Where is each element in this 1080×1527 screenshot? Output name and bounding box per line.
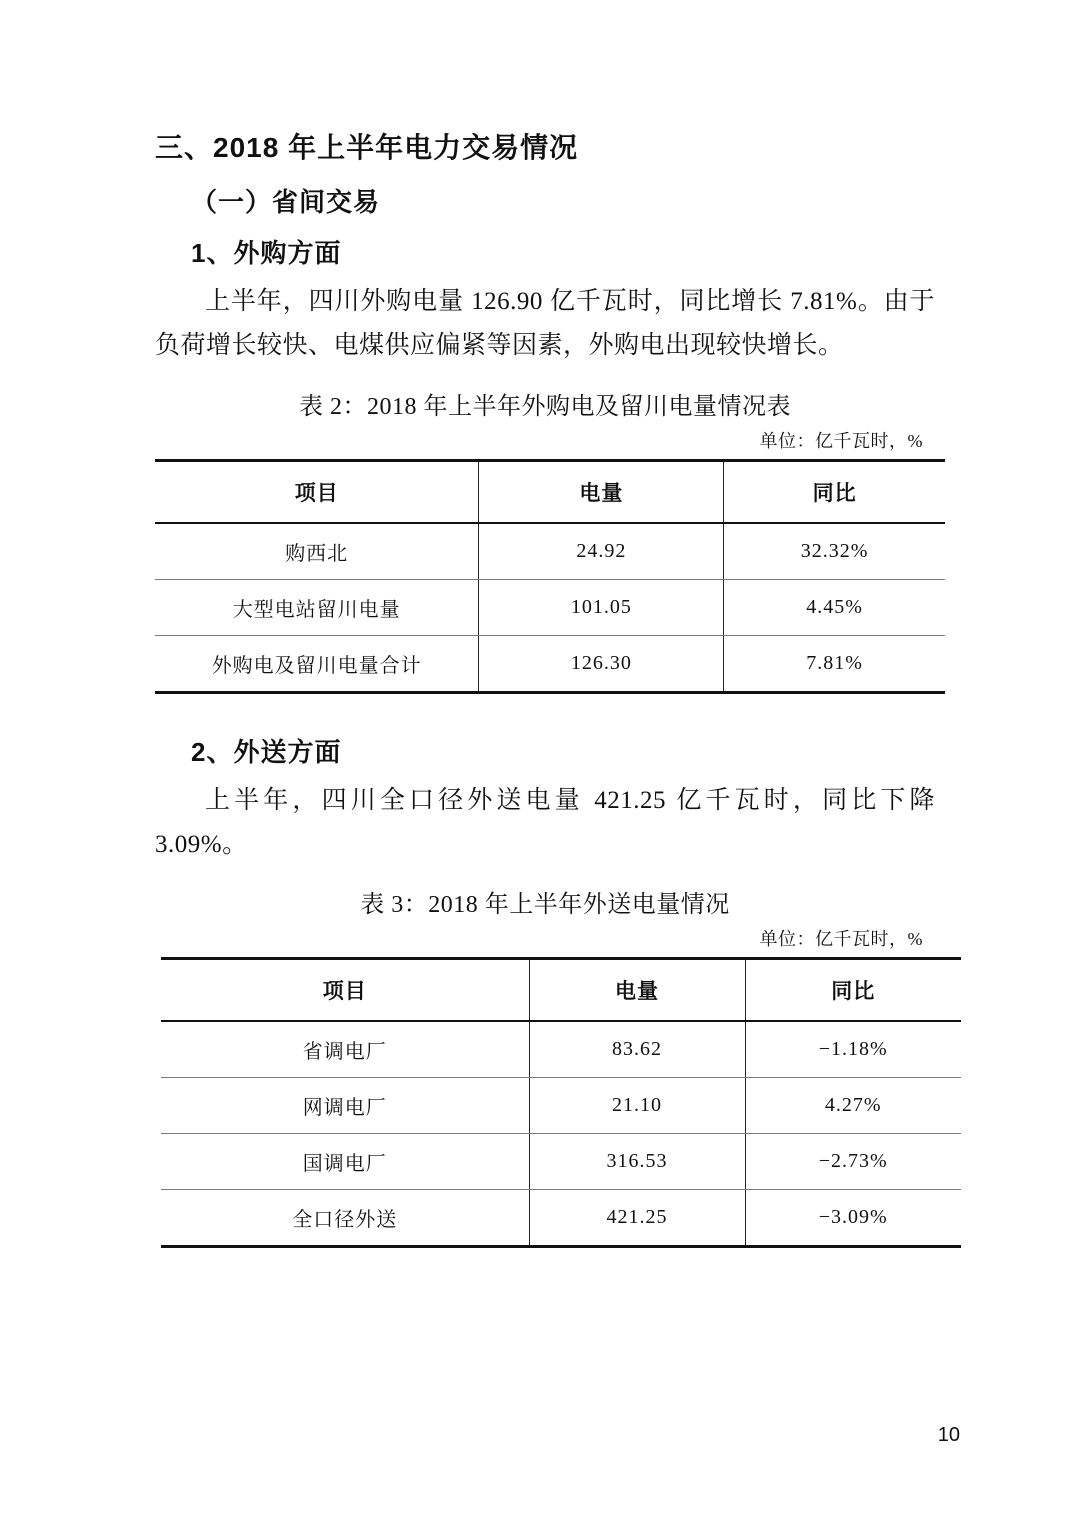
table-row <box>161 1190 961 1247</box>
table3-r0-c2: −1.18% <box>745 1021 961 1078</box>
table2-r2-c2: 7.81% <box>724 635 945 692</box>
table3-r0-c1: 83.62 <box>529 1021 745 1078</box>
table-header-row <box>155 460 945 523</box>
table-export <box>161 957 961 1248</box>
table-row <box>161 1021 961 1078</box>
table3-header-2: 同比 <box>745 959 961 1022</box>
table3-r3-c0: 全口径外送 <box>161 1190 529 1247</box>
item-title-export: 2、外送方面 <box>191 736 342 767</box>
document-content <box>155 130 935 1254</box>
table3-r2-c1: 316.53 <box>529 1134 745 1190</box>
table3-r3-c2: −3.09% <box>745 1190 961 1247</box>
table2-header-2: 同比 <box>724 460 945 523</box>
table3-wrapper <box>161 957 961 1248</box>
table3-r0-c0: 省调电厂 <box>161 1021 529 1078</box>
table-purchase <box>155 459 945 694</box>
table3-r2-c2: −2.73% <box>745 1134 961 1190</box>
table2-unit: 单位：亿千瓦时，% <box>759 430 923 451</box>
subsection-title: （一）省间交易 <box>191 187 381 218</box>
table2-r1-c2: 4.45% <box>724 579 945 635</box>
table2-r0-c2: 32.32% <box>724 523 945 580</box>
table3-header-0: 项目 <box>161 959 529 1022</box>
table3-r1-c0: 网调电厂 <box>161 1078 529 1134</box>
table3-r3-c1: 421.25 <box>529 1190 745 1247</box>
table3-unit: 单位：亿千瓦时，% <box>759 929 923 950</box>
table2-r2-c0: 外购电及留川电量合计 <box>155 635 479 692</box>
table3-header-1: 电量 <box>529 959 745 1022</box>
table-row <box>155 523 945 580</box>
table-row <box>161 1134 961 1190</box>
table-header-row <box>161 959 961 1022</box>
section-title: 三、2018 年上半年电力交易情况 <box>155 132 579 163</box>
table2-header-1: 电量 <box>479 460 724 523</box>
table-row <box>161 1078 961 1134</box>
table3-r1-c2: 4.27% <box>745 1078 961 1134</box>
table2-r2-c1: 126.30 <box>479 635 724 692</box>
table2-wrapper <box>155 459 945 694</box>
table-row <box>155 635 945 692</box>
table3-r2-c0: 国调电厂 <box>161 1134 529 1190</box>
table2-caption: 表 2：2018 年上半年外购电及留川电量情况表 <box>299 393 791 420</box>
item-title-purchase: 1、外购方面 <box>191 238 342 269</box>
page-number: 10 <box>937 1424 960 1446</box>
paragraph-purchase: 上半年，四川外购电量 126.90 亿千瓦时，同比增长 7.81%。由于负荷增长较快、电煤供应偏紧等因素，外购电出现较快增长。 <box>155 288 935 360</box>
table3-r1-c1: 21.10 <box>529 1078 745 1134</box>
table2-r1-c0: 大型电站留川电量 <box>155 579 479 635</box>
table2-r0-c0: 购西北 <box>155 523 479 580</box>
table2-header-0: 项目 <box>155 460 479 523</box>
table-row <box>155 579 945 635</box>
table3-caption: 表 3：2018 年上半年外送电量情况 <box>360 892 730 919</box>
table2-r0-c1: 24.92 <box>479 523 724 580</box>
table2-r1-c1: 101.05 <box>479 579 724 635</box>
paragraph-export: 上半年，四川全口径外送电量 421.25 亿千瓦时，同比下降 3.09%。 <box>155 786 935 858</box>
